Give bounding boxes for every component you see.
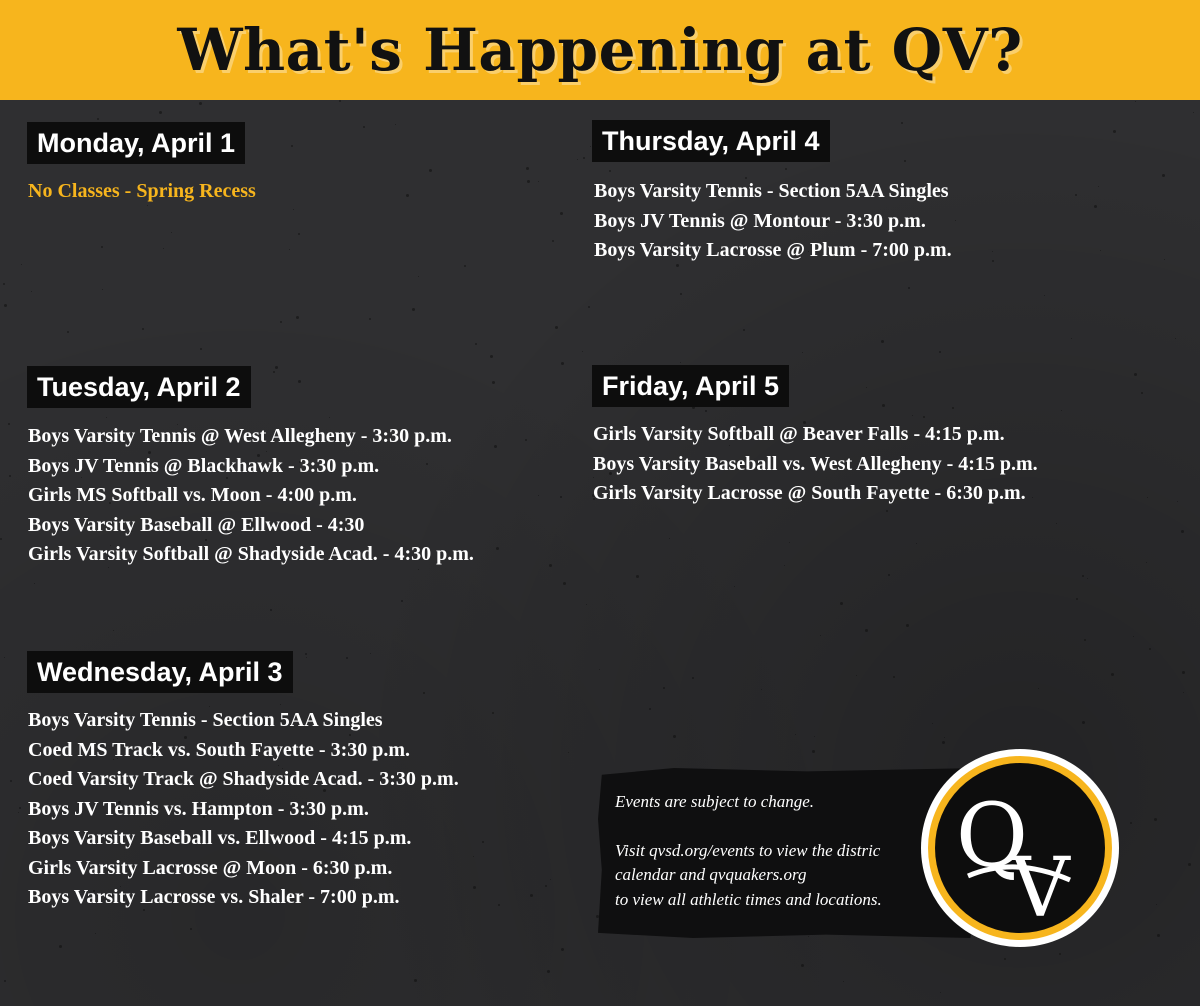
texture-speck — [680, 293, 682, 295]
texture-speck — [473, 886, 476, 889]
texture-speck — [200, 348, 202, 350]
texture-speck — [113, 630, 114, 631]
texture-speck — [1094, 205, 1097, 208]
texture-speck — [525, 439, 527, 441]
event-item: Coed MS Track vs. South Fayette - 3:30 p.m. — [28, 738, 411, 761]
event-item: Boys Varsity Tennis - Section 5AA Singles — [28, 709, 383, 731]
texture-speck — [190, 928, 192, 930]
texture-speck — [882, 404, 885, 407]
texture-speck — [34, 583, 35, 584]
texture-speck — [293, 209, 294, 210]
texture-speck — [944, 737, 945, 738]
texture-speck — [526, 167, 529, 170]
note-line: to view all athletic times and locations. — [615, 889, 882, 909]
texture-speck — [568, 752, 569, 753]
texture-speck — [8, 423, 10, 425]
texture-speck — [412, 308, 415, 311]
texture-speck — [912, 415, 913, 416]
texture-speck — [102, 289, 103, 290]
texture-speck — [95, 933, 96, 934]
texture-speck — [490, 355, 493, 358]
texture-speck — [1177, 501, 1178, 502]
texture-speck — [305, 653, 307, 655]
texture-speck — [1134, 373, 1137, 376]
texture-speck — [888, 574, 890, 576]
texture-speck — [561, 362, 564, 365]
texture-speck — [1164, 259, 1165, 260]
texture-speck — [298, 380, 301, 383]
texture-speck — [904, 160, 906, 162]
day-label-monday: Monday, April 1 — [27, 122, 245, 164]
svg-text:Q: Q — [955, 784, 1029, 887]
texture-speck — [199, 102, 202, 105]
texture-speck — [1111, 673, 1114, 676]
texture-speck — [369, 318, 371, 320]
texture-speck — [563, 582, 566, 585]
texture-speck — [649, 708, 651, 710]
texture-speck — [19, 807, 21, 809]
texture-speck — [560, 212, 563, 215]
texture-speck — [555, 326, 558, 329]
texture-speck — [171, 232, 172, 233]
texture-speck — [1113, 130, 1116, 133]
texture-speck — [296, 316, 299, 319]
texture-speck — [464, 265, 466, 267]
texture-speck — [1038, 688, 1039, 689]
texture-speck — [734, 586, 735, 587]
texture-speck — [561, 948, 564, 951]
texture-speck — [414, 979, 417, 982]
note-line: Events are subject to change. — [615, 792, 815, 811]
texture-speck — [992, 251, 993, 252]
texture-speck — [549, 564, 552, 567]
texture-speck — [865, 629, 868, 632]
texture-speck — [1193, 112, 1194, 113]
texture-speck — [1147, 497, 1148, 498]
texture-speck — [1133, 636, 1134, 637]
texture-speck — [795, 734, 796, 735]
texture-speck — [329, 417, 330, 418]
texture-speck — [1182, 671, 1185, 674]
texture-speck — [1162, 174, 1165, 177]
texture-speck — [955, 220, 956, 221]
texture-speck — [923, 416, 925, 418]
event-item: Girls Varsity Lacrosse @ Moon - 6:30 p.m. — [28, 856, 393, 879]
texture-speck — [538, 181, 539, 182]
texture-speck — [298, 233, 300, 235]
texture-speck — [1044, 295, 1045, 296]
texture-speck — [280, 321, 282, 323]
texture-speck — [346, 657, 348, 659]
texture-speck — [406, 194, 409, 197]
event-item: Boys Varsity Lacrosse vs. Shaler - 7:00 p.m. — [28, 886, 400, 908]
texture-speck — [106, 417, 107, 418]
texture-speck — [843, 981, 844, 982]
texture-speck — [494, 445, 497, 448]
day-label-tuesday: Tuesday, April 2 — [27, 366, 251, 408]
texture-speck — [97, 118, 99, 120]
day-label-wednesday: Wednesday, April 3 — [27, 651, 293, 693]
texture-speck — [940, 992, 941, 993]
event-item: Girls Varsity Softball @ Shadyside Acad. - 4:30 p.m. — [28, 543, 474, 565]
texture-speck — [669, 538, 670, 539]
texture-speck — [280, 704, 281, 705]
texture-speck — [1100, 250, 1101, 251]
texture-speck — [1098, 186, 1099, 187]
texture-speck — [866, 387, 867, 388]
event-list-thursday — [594, 177, 952, 266]
texture-speck — [1149, 648, 1151, 650]
texture-speck — [473, 856, 474, 857]
texture-speck — [840, 602, 843, 605]
texture-speck — [21, 264, 22, 265]
event-item: Girls Varsity Lacrosse @ South Fayette - 6:30 p.m. — [593, 482, 1026, 504]
event-item: Boys Varsity Baseball @ Ellwood - 4:30 — [28, 513, 365, 536]
texture-speck — [273, 371, 275, 373]
event-list-friday — [593, 420, 1038, 509]
texture-speck — [1056, 523, 1057, 524]
texture-speck — [743, 329, 745, 331]
event-item: Girls Varsity Softball @ Beaver Falls - 4:15 p.m. — [593, 423, 1005, 445]
texture-speck — [577, 159, 578, 160]
event-item: Boys JV Tennis @ Blackhawk - 3:30 p.m. — [28, 454, 380, 477]
event-item: Coed Varsity Track @ Shadyside Acad. - 3:30 p.m. — [28, 768, 459, 790]
texture-speck — [893, 676, 895, 678]
texture-speck — [1146, 562, 1147, 563]
texture-speck — [942, 741, 945, 744]
texture-speck — [1175, 338, 1176, 339]
texture-speck — [583, 157, 585, 159]
texture-speck — [530, 894, 533, 897]
texture-speck — [881, 340, 884, 343]
page-title: What's Happening at QV? — [177, 16, 1023, 84]
texture-speck — [418, 276, 419, 277]
texture-speck — [916, 543, 917, 544]
texture-speck — [475, 343, 477, 345]
texture-speck — [906, 624, 909, 627]
texture-speck — [1156, 904, 1157, 905]
texture-speck — [761, 689, 762, 690]
texture-speck — [395, 124, 396, 125]
texture-speck — [289, 249, 290, 250]
texture-speck — [1181, 530, 1184, 533]
texture-speck — [636, 575, 639, 578]
texture-speck — [560, 496, 562, 498]
texture-speck — [1130, 822, 1132, 824]
texture-speck — [4, 657, 5, 658]
texture-speck — [1059, 953, 1061, 955]
texture-speck — [932, 723, 933, 724]
texture-speck — [596, 915, 599, 918]
texture-speck — [1082, 575, 1084, 577]
texture-speck — [550, 879, 551, 880]
texture-speck — [291, 145, 293, 147]
event-item: Boys Varsity Baseball vs. Ellwood - 4:15 p.m. — [28, 827, 412, 849]
texture-speck — [802, 352, 803, 353]
texture-speck — [547, 970, 550, 973]
texture-speck — [1183, 692, 1184, 693]
texture-speck — [680, 362, 681, 363]
texture-speck — [992, 260, 994, 262]
texture-speck — [789, 542, 790, 543]
texture-speck — [609, 170, 611, 172]
texture-speck — [908, 287, 910, 289]
event-item: Boys Varsity Tennis - Section 5AA Singles — [594, 180, 949, 202]
event-list-monday — [28, 177, 256, 207]
texture-speck — [545, 885, 547, 887]
texture-speck — [423, 692, 425, 694]
texture-speck — [101, 246, 103, 248]
texture-speck — [692, 677, 694, 679]
day-label-friday: Friday, April 5 — [592, 365, 789, 407]
event-item: Boys Varsity Lacrosse @ Plum - 7:00 p.m. — [594, 239, 952, 261]
texture-speck — [31, 291, 32, 292]
note-line: Visit qvsd.org/events to view the distric — [615, 840, 881, 860]
texture-speck — [496, 547, 499, 550]
texture-speck — [67, 331, 69, 333]
texture-speck — [1004, 958, 1006, 960]
texture-speck — [552, 240, 554, 242]
texture-speck — [901, 122, 903, 124]
texture-speck — [814, 736, 815, 737]
texture-speck — [159, 111, 162, 114]
texture-speck — [582, 351, 583, 352]
texture-speck — [482, 841, 484, 843]
disclaimer-note — [615, 790, 945, 912]
texture-speck — [705, 410, 707, 412]
texture-speck — [59, 945, 62, 948]
texture-speck — [1076, 598, 1078, 600]
texture-speck — [586, 604, 587, 605]
event-item: Boys Varsity Tennis @ West Allegheny - 3:30 p.m. — [28, 425, 452, 447]
texture-speck — [588, 306, 590, 308]
event-item: Boys Varsity Baseball vs. West Allegheny - 4:15 p.m. — [593, 452, 1038, 475]
texture-speck — [812, 750, 815, 753]
texture-speck — [1188, 863, 1191, 866]
texture-speck — [673, 735, 676, 738]
texture-speck — [492, 712, 494, 714]
texture-speck — [785, 168, 787, 170]
texture-speck — [339, 100, 341, 102]
texture-speck — [10, 780, 12, 782]
texture-speck — [801, 964, 804, 967]
texture-speck — [599, 669, 600, 670]
texture-speck — [275, 366, 278, 369]
qv-logo-icon — [920, 748, 1120, 948]
texture-speck — [952, 407, 954, 409]
texture-speck — [3, 283, 5, 285]
texture-speck — [1141, 392, 1143, 394]
texture-speck — [1154, 818, 1157, 821]
texture-speck — [820, 635, 821, 636]
texture-speck — [1087, 578, 1088, 579]
texture-speck — [18, 812, 19, 813]
event-item: No Classes - Spring Recess — [28, 180, 256, 202]
texture-speck — [1082, 721, 1085, 724]
day-label-thursday: Thursday, April 4 — [592, 120, 830, 162]
texture-speck — [1084, 639, 1086, 641]
texture-speck — [538, 495, 539, 496]
texture-speck — [492, 381, 495, 384]
texture-speck — [784, 565, 785, 566]
event-list-wednesday — [28, 706, 459, 913]
texture-speck — [498, 904, 500, 906]
texture-speck — [939, 351, 941, 353]
texture-speck — [142, 328, 144, 330]
event-list-tuesday — [28, 422, 474, 570]
texture-speck — [808, 936, 809, 937]
texture-speck — [429, 169, 432, 172]
event-item: Boys JV Tennis @ Montour - 3:30 p.m. — [594, 209, 926, 232]
texture-speck — [663, 687, 665, 689]
event-item: Boys JV Tennis vs. Hampton - 3:30 p.m. — [28, 797, 369, 820]
texture-speck — [1135, 101, 1136, 102]
event-item: Girls MS Softball vs. Moon - 4:00 p.m. — [28, 484, 357, 506]
texture-speck — [270, 609, 272, 611]
texture-speck — [886, 510, 888, 512]
texture-speck — [1157, 934, 1160, 937]
texture-speck — [1071, 338, 1072, 339]
texture-speck — [590, 146, 591, 147]
texture-speck — [856, 675, 857, 676]
texture-speck — [363, 126, 365, 128]
texture-speck — [527, 180, 530, 183]
texture-speck — [1061, 410, 1062, 411]
note-line: calendar and qvquakers.org — [615, 865, 807, 884]
texture-speck — [163, 248, 164, 249]
texture-speck — [401, 600, 403, 602]
texture-speck — [4, 304, 7, 307]
texture-speck — [9, 475, 11, 477]
svg-text:V: V — [1010, 841, 1070, 936]
texture-speck — [0, 538, 2, 540]
texture-speck — [306, 657, 307, 658]
texture-speck — [4, 980, 6, 982]
texture-speck — [1075, 194, 1077, 196]
texture-speck — [370, 653, 371, 654]
header-banner — [0, 0, 1200, 100]
